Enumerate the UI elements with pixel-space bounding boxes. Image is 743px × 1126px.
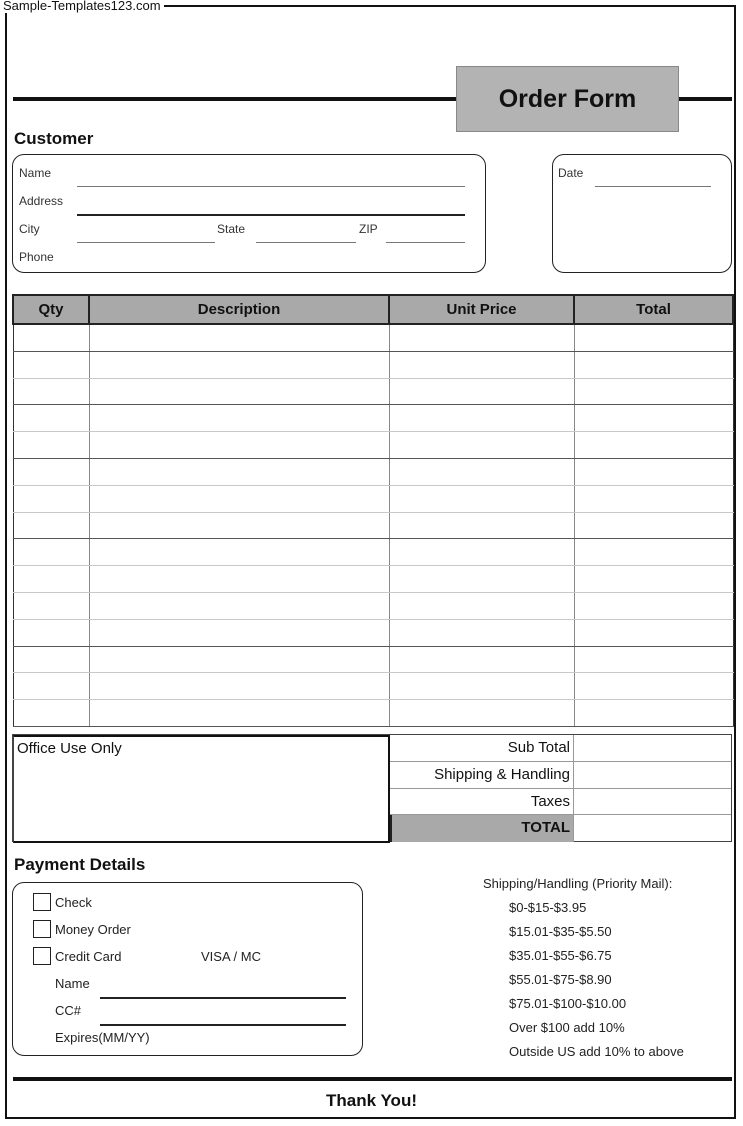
shipping-rate-line: Outside US add 10% to above xyxy=(509,1044,684,1059)
customer-box xyxy=(12,154,486,273)
qty-cell[interactable] xyxy=(13,512,89,539)
qty-cell[interactable] xyxy=(13,432,89,459)
qty-cell[interactable] xyxy=(13,619,89,646)
total-cell[interactable] xyxy=(574,539,733,566)
total-cell[interactable] xyxy=(574,673,733,700)
table-row xyxy=(13,351,733,378)
description-cell[interactable] xyxy=(89,646,389,673)
cardholder-name-label: Name xyxy=(55,976,90,991)
card-types-label: VISA / MC xyxy=(201,949,261,964)
name-field[interactable] xyxy=(77,186,465,187)
qty-cell[interactable] xyxy=(13,539,89,566)
qty-cell[interactable] xyxy=(13,700,89,727)
description-cell[interactable] xyxy=(89,512,389,539)
table-row xyxy=(13,592,733,619)
shipping-rate-line: $55.01-$75-$8.90 xyxy=(509,972,612,987)
description-cell[interactable] xyxy=(89,700,389,727)
total-cell[interactable] xyxy=(574,619,733,646)
money-order-checkbox[interactable] xyxy=(33,920,51,938)
footer-rule xyxy=(13,1077,732,1081)
table-row xyxy=(13,646,733,673)
table-row xyxy=(13,512,733,539)
shipping-row xyxy=(390,762,731,789)
total-label: TOTAL xyxy=(390,815,574,842)
description-cell[interactable] xyxy=(89,405,389,432)
description-cell[interactable] xyxy=(89,324,389,351)
qty-cell[interactable] xyxy=(13,324,89,351)
header-rule-left xyxy=(13,97,456,101)
total-cell[interactable] xyxy=(574,432,733,459)
summary-block xyxy=(12,734,732,842)
subtotal-label: Sub Total xyxy=(390,735,574,761)
unit-price-cell[interactable] xyxy=(389,485,574,512)
shipping-rate-line: $15.01-$35-$5.50 xyxy=(509,924,612,939)
qty-cell[interactable] xyxy=(13,458,89,485)
unit-price-cell[interactable] xyxy=(389,512,574,539)
table-row xyxy=(13,485,733,512)
total-cell[interactable] xyxy=(574,351,733,378)
thank-you-text: Thank You! xyxy=(326,1091,417,1110)
table-row xyxy=(13,432,733,459)
name-label: Name xyxy=(19,166,52,180)
shipping-rate-line: $35.01-$55-$6.75 xyxy=(509,948,612,963)
header-total: Total xyxy=(574,295,733,324)
description-cell[interactable] xyxy=(89,566,389,593)
check-checkbox[interactable] xyxy=(33,893,51,911)
state-label: State xyxy=(217,222,246,236)
table-row xyxy=(13,405,733,432)
unit-price-cell[interactable] xyxy=(389,566,574,593)
qty-cell[interactable] xyxy=(13,592,89,619)
unit-price-cell[interactable] xyxy=(389,432,574,459)
check-label: Check xyxy=(55,895,92,910)
qty-cell[interactable] xyxy=(13,646,89,673)
description-cell[interactable] xyxy=(89,485,389,512)
header-rule-right xyxy=(679,97,732,101)
address-field[interactable] xyxy=(77,214,465,216)
table-row xyxy=(13,566,733,593)
total-cell[interactable] xyxy=(574,378,733,405)
date-box xyxy=(552,154,732,273)
customer-heading: Customer xyxy=(14,129,94,148)
date-label: Date xyxy=(558,166,584,180)
date-field[interactable] xyxy=(595,186,711,187)
total-cell[interactable] xyxy=(574,646,733,673)
zip-label: ZIP xyxy=(359,222,378,236)
subtotal-row xyxy=(390,735,731,762)
table-row xyxy=(13,324,733,351)
shipping-rates-heading: Shipping/Handling (Priority Mail): xyxy=(483,876,673,891)
items-table xyxy=(12,294,734,727)
unit-price-cell[interactable] xyxy=(389,619,574,646)
table-row xyxy=(13,619,733,646)
unit-price-cell[interactable] xyxy=(389,646,574,673)
state-field[interactable] xyxy=(256,242,356,243)
shipping-label: Shipping & Handling xyxy=(390,762,574,788)
credit-card-label: Credit Card xyxy=(55,949,122,964)
zip-field[interactable] xyxy=(386,242,465,243)
total-cell[interactable] xyxy=(574,700,733,727)
shipping-rate-line: $75.01-$100-$10.00 xyxy=(509,996,627,1011)
unit-price-cell[interactable] xyxy=(389,324,574,351)
expires-label: Expires(MM/YY) xyxy=(55,1030,150,1045)
qty-cell[interactable] xyxy=(13,673,89,700)
header-description: Description xyxy=(89,295,389,324)
description-cell[interactable] xyxy=(89,458,389,485)
table-row xyxy=(13,458,733,485)
page-title: Order Form xyxy=(456,66,679,132)
unit-price-cell[interactable] xyxy=(389,673,574,700)
total-row xyxy=(390,815,731,842)
table-row xyxy=(13,378,733,405)
unit-price-cell[interactable] xyxy=(389,539,574,566)
table-row xyxy=(13,539,733,566)
description-cell[interactable] xyxy=(89,432,389,459)
qty-cell[interactable] xyxy=(13,405,89,432)
unit-price-cell[interactable] xyxy=(389,405,574,432)
table-row xyxy=(13,700,733,727)
qty-cell[interactable] xyxy=(13,485,89,512)
unit-price-cell[interactable] xyxy=(389,351,574,378)
unit-price-cell[interactable] xyxy=(389,700,574,727)
shipping-rate-line: $0-$15-$3.95 xyxy=(509,900,587,915)
cc-number-label: CC# xyxy=(55,1003,82,1018)
phone-label: Phone xyxy=(19,250,54,264)
unit-price-cell[interactable] xyxy=(389,378,574,405)
unit-price-cell[interactable] xyxy=(389,592,574,619)
total-cell[interactable] xyxy=(574,512,733,539)
total-cell[interactable] xyxy=(574,592,733,619)
table-header-row xyxy=(13,295,733,324)
address-label: Address xyxy=(19,194,64,208)
city-label: City xyxy=(19,222,40,236)
total-cell[interactable] xyxy=(574,405,733,432)
payment-box xyxy=(12,882,363,1056)
header-unit-price: Unit Price xyxy=(389,295,574,324)
description-cell[interactable] xyxy=(89,592,389,619)
taxes-row xyxy=(390,789,731,816)
cardholder-name-field[interactable] xyxy=(100,997,346,999)
total-cell[interactable] xyxy=(574,566,733,593)
taxes-label: Taxes xyxy=(390,789,574,815)
watermark: Sample-Templates123.com xyxy=(2,0,164,13)
shipping-rate-line: Over $100 add 10% xyxy=(509,1020,625,1035)
payment-heading: Payment Details xyxy=(14,855,146,874)
description-cell[interactable] xyxy=(89,378,389,405)
qty-cell[interactable] xyxy=(13,566,89,593)
description-cell[interactable] xyxy=(89,539,389,566)
table-row xyxy=(13,673,733,700)
header-qty: Qty xyxy=(13,295,89,324)
credit-card-checkbox[interactable] xyxy=(33,947,51,965)
total-cell[interactable] xyxy=(574,485,733,512)
qty-cell[interactable] xyxy=(13,351,89,378)
office-use-box: Office Use Only xyxy=(13,735,390,843)
cc-number-field[interactable] xyxy=(100,1024,346,1026)
total-cell[interactable] xyxy=(574,458,733,485)
description-cell[interactable] xyxy=(89,673,389,700)
qty-cell[interactable] xyxy=(13,378,89,405)
description-cell[interactable] xyxy=(89,351,389,378)
total-cell[interactable] xyxy=(574,324,733,351)
unit-price-cell[interactable] xyxy=(389,458,574,485)
description-cell[interactable] xyxy=(89,619,389,646)
city-field[interactable] xyxy=(77,242,215,243)
money-order-label: Money Order xyxy=(55,922,131,937)
